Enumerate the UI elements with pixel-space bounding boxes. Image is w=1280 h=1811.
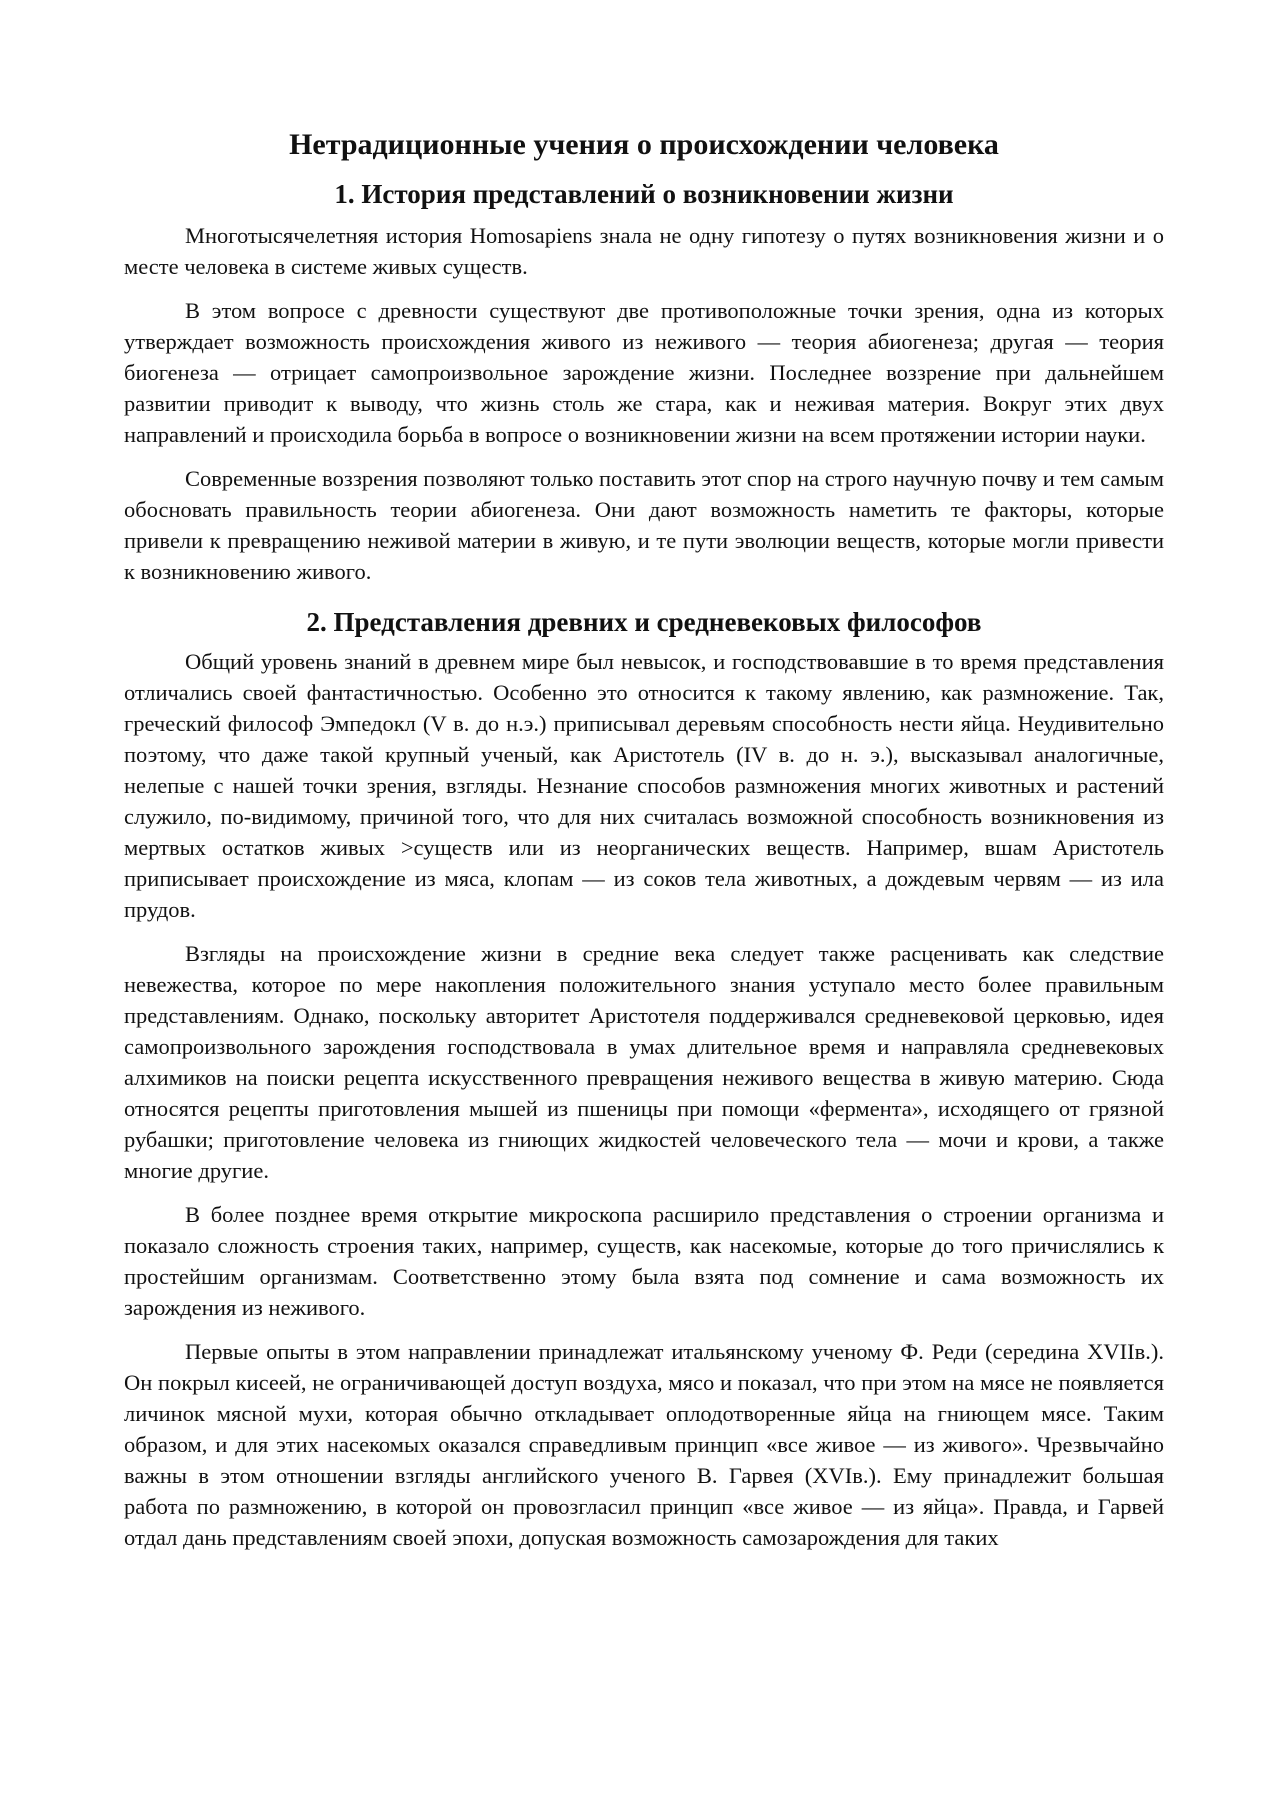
paragraph: В более позднее время открытие микроскопа расширило представления о строении организма и показало сложность строения таких, например, существ, как насекомые, которые до того причислялись к простейшим организмам. Соответственно этому была взята под сомнение и сама возможность их зарождения из неживого. <box>124 1202 1164 1320</box>
paragraph: Многотысячелетняя история Homosapiens знала не одну гипотезу о путях возникновения жизни и о месте человека в системе живых существ. <box>124 223 1164 279</box>
paragraph: Взгляды на происхождение жизни в средние века следует также расценивать как следствие невежества, которое по мере накопления положительного знания уступало место более правильным представлениям. Однако, поскольку авторитет Аристотеля поддерживался средневековой церковью, идея самопроизвольного зарождения господствовала в умах длительное время и направляла средневековых алхимиков на поиски рецепта искусственного превращения неживого вещества в живую материю. Сюда относятся рецепты приготовления мышей из пшеницы при помощи «фермента», исходящего от грязной рубашки; приготовление человека из гниющих жидкостей человеческого тела — мочи и крови, а также многие другие. <box>124 941 1164 1183</box>
document-title: Нетрадиционные учения о происхождении человека <box>289 128 999 161</box>
paragraph: Современные воззрения позволяют только поставить этот спор на строго научную почву и тем самым обосновать правильность теории абиогенеза. Они дают возможность наметить те факторы, которые привели к превращению неживой материи в живую, и те пути эволюции веществ, которые могли привести к возникновению живого. <box>124 466 1164 584</box>
section-heading: 2. Представления древних и средневековых философов <box>306 607 982 637</box>
paragraph: В этом вопросе с древности существуют две противоположные точки зрения, одна из которых утверждает возможность происхождения живого из неживого — теория абиогенеза; другая — теория биогенеза — отрицает самопроизвольное зарождение жизни. Последнее воззрение при дальнейшем развитии приводит к выводу, что жизнь столь же стара, как и неживая материя. Вокруг этих двух направлений и происходила борьба в вопросе о возникновении жизни на всем протяжении истории науки. <box>124 298 1164 447</box>
document-page <box>124 118 1164 1566</box>
section-ancient-philosophers <box>124 600 1164 1553</box>
paragraph: Первые опыты в этом направлении принадлежат итальянскому ученому Ф. Реди (середина XVIIв.). Он покрыл кисеей, не ограничивающей доступ воздуха, мясо и показал, что при этом на мясе не появляется личинок мясной мухи, которая обычно откладывает оплодотворенные яйца на гниющем мясе. Таким образом, и для этих насекомых оказался справедливым принцип «все живое — из живого». Чрезвычайно важны в этом отношении взгляды английского ученого В. Гарвея (XVIв.). Ему принадлежит большая работа по размножению, в которой он провозгласил принцип «все живое — из яйца». Правда, и Гарвей отдал дань представлениям своей эпохи, допуская возможность самозарождения для таких <box>124 1339 1164 1550</box>
paragraph: Общий уровень знаний в древнем мире был невысок, и господствовавшие в то время представления отличались своей фантастичностью. Особенно это относится к такому явлению, как размножение. Так, греческий философ Эмпедокл (V в. до н.э.) приписывал деревьям способность нести яйца. Неудивительно поэтому, что даже такой крупный ученый, как Аристотель (IV в. до н. э.), высказывал аналогичные, нелепые с нашей точки зрения, взгляды. Незнание способов размножения многих животных и растений служило, по-видимому, причиной того, что для них считалась возможной способность возникновения из мертвых остатков живых >существ или из неорганических веществ. Например, вшам Аристотель приписывает происхождение из мяса, клопам — из соков тела животных, а дождевым червям — из ила прудов. <box>124 649 1164 922</box>
section-heading: 1. История представлений о возникновении жизни <box>334 179 954 209</box>
section-history <box>124 172 1164 587</box>
